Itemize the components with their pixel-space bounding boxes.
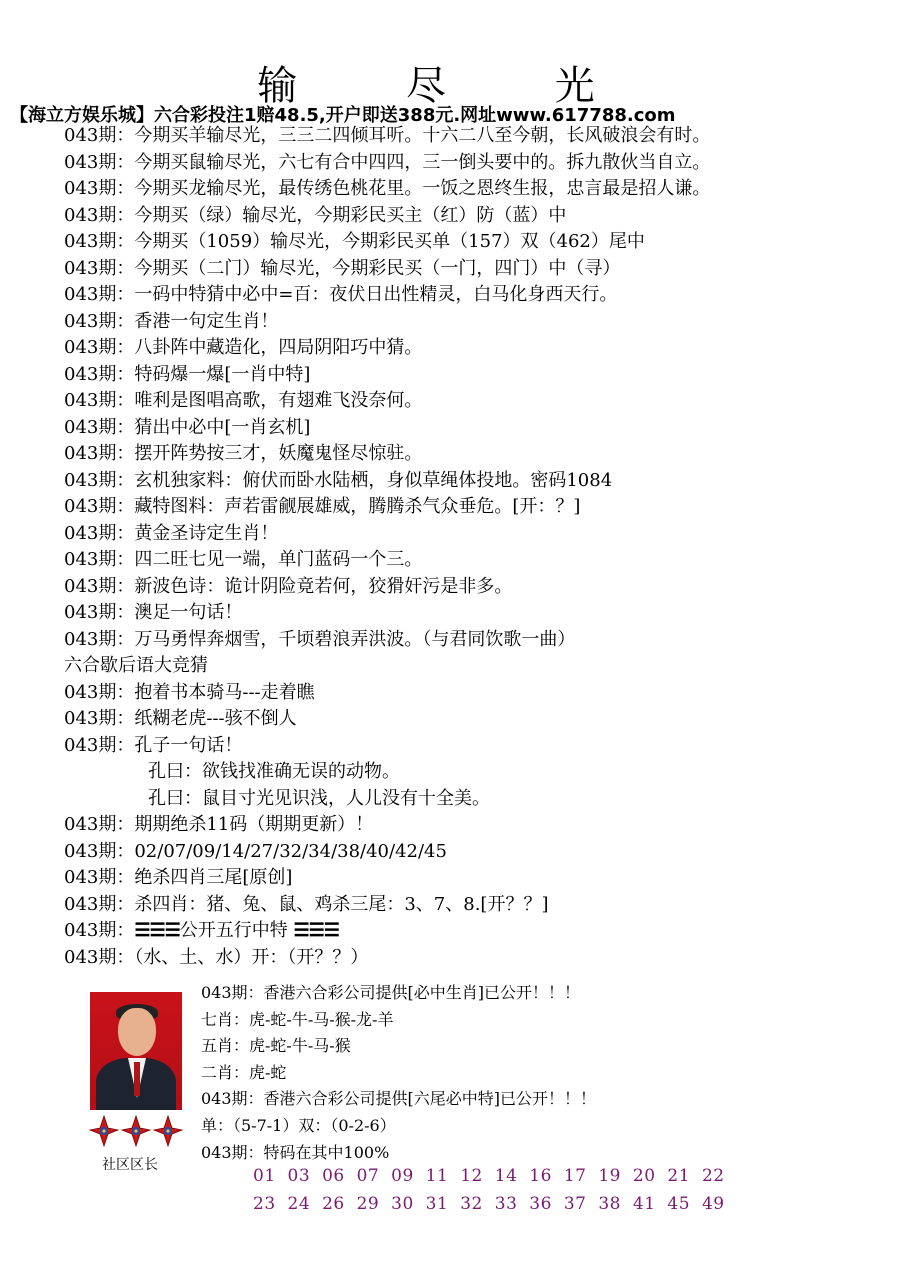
- line-1: 043期：今期买羊输尽光，三三二四倾耳听。十六二八至今朝，长风破浪会有时。: [64, 125, 711, 146]
- zodiac-line-5: 043期：香港六合彩公司提供[六尾必中特]已公开！！！: [201, 1089, 597, 1109]
- line-4: 043期：今期买（绿）输尽光，今期彩民买主（红）防（蓝）中: [64, 204, 567, 226]
- line-2: 043期：今期买鼠输尽光，六七有合中四四，三一倒头要中的。拆九散伙当自立。: [64, 151, 711, 173]
- trigram-bars-left: ☰☰☰: [134, 920, 180, 941]
- line-17: 043期：四二旺七见一端，单门蓝码一个三。: [64, 549, 423, 570]
- line-23: 043期：纸糊老虎---骇不倒人: [64, 708, 297, 729]
- line-16: 043期：黄金圣诗定生肖！: [64, 522, 279, 544]
- wuxing-prefix: 043期：: [64, 920, 135, 941]
- numbers-row-1: 01 03 06 07 09 11 12 14 16 17 19 20 21 22: [253, 1166, 725, 1186]
- prediction-lines: [64, 123, 890, 971]
- portrait-caption: 社区区长: [102, 1157, 158, 1173]
- trigram-bars-right: ☰☰☰: [293, 920, 339, 941]
- line-10: 043期：特码爆一爆[一肖中特]: [64, 363, 311, 385]
- wuxing-text: 公开五行中特: [179, 920, 288, 941]
- line-wuxing-title: [64, 918, 890, 945]
- line-9: 043期：八卦阵中藏造化，四局阴阳巧中猜。: [64, 337, 423, 358]
- zodiac-line-7: 043期：特码在其中100%: [201, 1142, 390, 1162]
- line-19: 043期：澳足一句话！: [64, 602, 243, 623]
- line-18: 043期：新波色诗：诡计阴险竟若何，狡猾奸污是非多。: [64, 575, 513, 597]
- medals-icon: [88, 1112, 184, 1154]
- line-15: 043期：藏特图料：声若雷觎展雄威，腾腾杀气众垂危。[开：？]: [64, 496, 581, 517]
- line-7: 043期：一码中特猜中必中=百：夜伏日出性精灵，白马化身西天行。: [64, 284, 618, 305]
- line-24: 043期：孔子一句话！: [64, 734, 243, 756]
- zodiac-line-2: 七肖：虎-蛇-牛-马-猴-龙-羊: [201, 1009, 394, 1029]
- zodiac-line-6: 单：（5-7-1）双：（0-2-6）: [201, 1115, 396, 1135]
- zodiac-panel: [201, 980, 596, 1166]
- ad-banner: 【海立方娱乐城】六合彩投注1赔48.5,开户即送388元.网址www.617788.com: [10, 105, 676, 126]
- page-title: 输 尽 光: [257, 63, 643, 109]
- line-13: 043期：摆开阵势按三才，妖魔鬼怪尽惊驻。: [64, 443, 423, 464]
- line-14: 043期：玄机独家料：俯伏而卧水陆栖，身似草绳体投地。密码1084: [64, 469, 613, 491]
- line-20: 043期：万马勇悍奔烟雪，千顷碧浪弄洪波。（与君同饮歌一曲）: [64, 628, 576, 650]
- zodiac-line-4: 二肖：虎-蛇: [201, 1062, 287, 1082]
- line-22: 043期：抱着书本骑马---走着瞧: [64, 681, 315, 703]
- line-8: 043期：香港一句定生肖！: [64, 310, 279, 332]
- line-3: 043期：今期买龙输尽光，最传绣色桃花里。一饭之恩终生报，忠言最是招人谦。: [64, 178, 711, 199]
- section-heading: 六合歇后语大竞猜: [64, 655, 208, 676]
- line-12: 043期：猜出中必中[一肖玄机]: [64, 416, 311, 438]
- line-kill-numbers: 043期：02/07/09/14/27/32/34/38/40/42/45: [64, 840, 447, 862]
- kongyue-1: 孔曰：欲钱找准确无误的动物。: [148, 761, 400, 782]
- line-11: 043期：唯利是图唱高歌，有翅难飞没奈何。: [64, 390, 423, 411]
- line-5: 043期：今期买（1059）输尽光，今期彩民买单（157）双（462）尾中: [64, 231, 645, 252]
- line-wuxing: 043期：（水、土、水）开：（开？？）: [64, 946, 369, 968]
- line-kill-zodiac-title: 043期：绝杀四肖三尾[原创]: [64, 867, 293, 888]
- portrait-photo: [90, 992, 182, 1110]
- line-kill-zodiac: 043期：杀四肖：猪、兔、鼠、鸡杀三尾：3、7、8.[开？？]: [64, 893, 549, 915]
- line-6: 043期：今期买（二门）输尽光，今期彩民买（一门，四门）中（寻）: [64, 257, 621, 279]
- kongyue-2: 孔曰：鼠目寸光见识浅，人儿没有十全美。: [148, 787, 490, 809]
- zodiac-line-3: 五肖：虎-蛇-牛-马-猴: [201, 1036, 351, 1056]
- numbers-row-2: 23 24 26 29 30 31 32 33 36 37 38 41 45 49: [253, 1194, 725, 1214]
- line-kill-title: 043期：期期绝杀11码（期期更新）！: [64, 814, 374, 835]
- zodiac-line-1: 043期：香港六合彩公司提供[必中生肖]已公开！！！: [201, 983, 581, 1002]
